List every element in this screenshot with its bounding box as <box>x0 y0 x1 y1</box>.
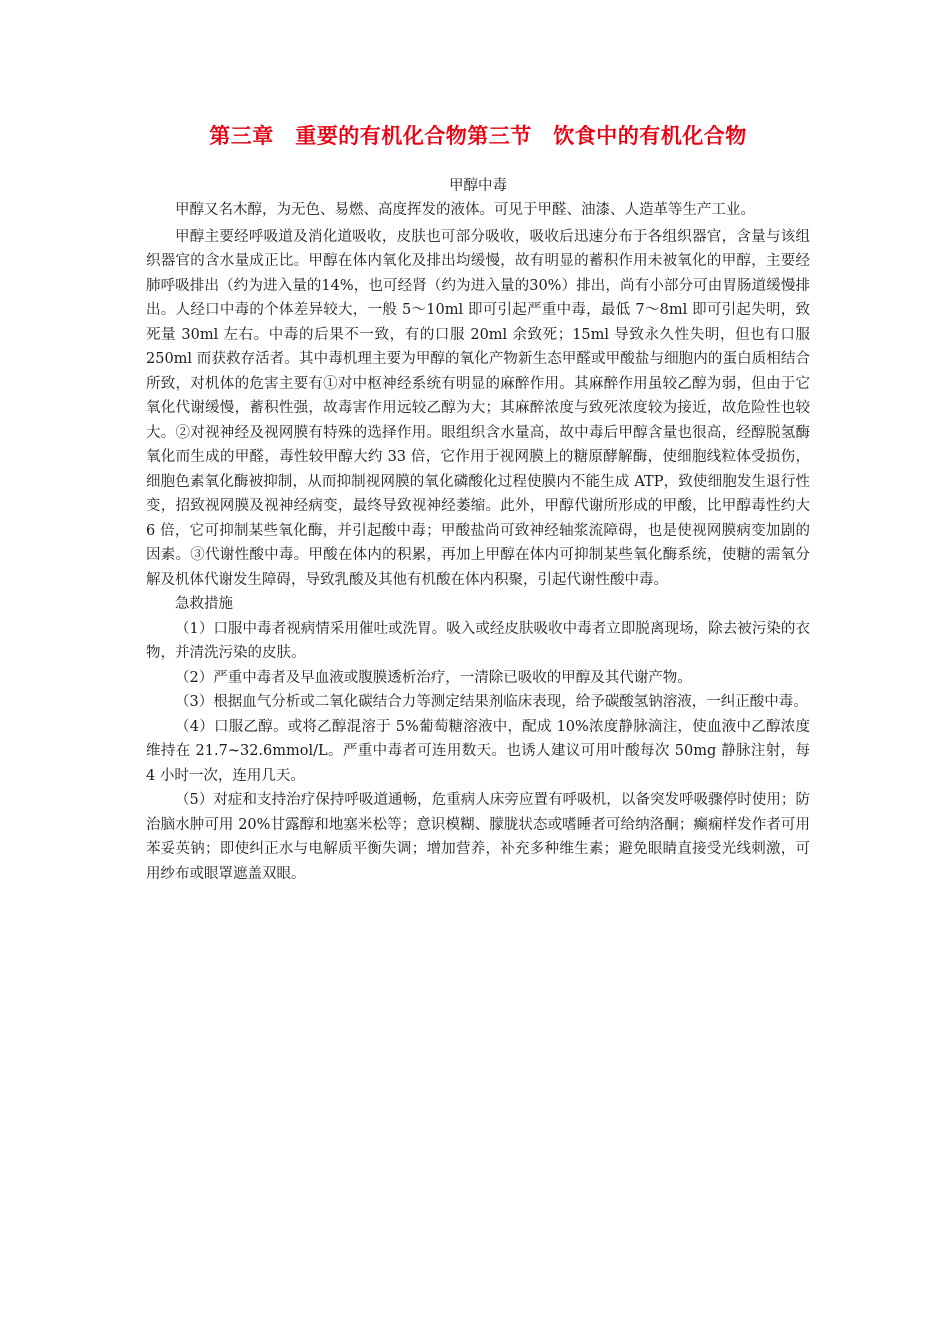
paragraph-intro: 甲醇又名木醇，为无色、易燃、高度挥发的液体。可见于甲醛、油漆、人造革等生产工业。 <box>175 202 755 218</box>
measure-item-5: （5）对症和支持治疗保持呼吸道通畅，危重病人床旁应置有呼吸机，以备突发呼吸骤停时使用；防治脑水肿可用 20%甘露醇和地塞米松等；意识模糊、朦胧状态或嗜睡者可给纳洛酮；癫痫样发作者可用苯妥英钠；即使纠正水与电解质平衡失调；增加营养，补充多种维生素；避免眼睛直接受光线刺激，可用纱布或眼罩遮盖双眼。 <box>146 792 810 882</box>
measure-item-4: （4）口服乙醇。或将乙醇混溶于 5%葡萄糖溶液中，配成 10%浓度静脉滴注，使血液中乙醇浓度维持在 21.7~32.6mmol/L。严重中毒者可连用数天。也诱人建议可用叶酸每次 50mg 静脉注射，每 4 小时一次，连用几天。 <box>146 718 810 784</box>
measure-item-1: （1）口服中毒者视病情采用催吐或洗胃。吸入或经皮肤吸收中毒者立即脱离现场，除去被污染的衣物，并清洗污染的皮肤。 <box>146 620 810 661</box>
measure-item-3: （3）根据血气分析或二氧化碳结合力等测定结果剂临床表现，给予碳酸氢钠溶液，一纠正酸中毒。 <box>175 694 808 710</box>
measure-item-2: （2）严重中毒者及早血液或腹膜透析治疗，一清除已吸收的甲醇及其代谢产物。 <box>175 669 692 686</box>
document-page <box>146 118 810 886</box>
page-title: 第三章 重要的有机化合物第三节 饮食中的有机化合物 <box>209 124 747 148</box>
first-aid-heading: 急救措施 <box>175 596 233 612</box>
section-subtitle: 甲醇中毒 <box>449 178 507 194</box>
paragraph-mechanism: 甲醇主要经呼吸道及消化道吸收，皮肤也可部分吸收，吸收后迅速分布于各组织器官，含量与该组织器官的含水量成正比。甲醇在体内氧化及排出均缓慢，故有明显的蓄积作用未被氧化的甲醇，主要经肺呼吸排出（约为进入量的14%，也可经肾（约为进入量的30%）排出，尚有小部分可由胃肠道缓慢排出。人经口中毒的个体差异较大，一般 5～10ml 即可引起严重中毒，最低 7～8ml 即可引起失明，致死量 30ml 左右。中毒的后果不一致，有的口服 20ml 余致死；15ml 导致永久性失明，但也有口服 250ml 而获救存活者。其中毒机理主要为甲醇的氧化产物新生态甲醛或甲酸盐与细胞内的蛋白质相结合所致，对机体的危害主要有①对中枢神经系统有明显的麻醉作用。其麻醉作用虽较乙醇为弱，但由于它氧化代谢缓慢，蓄积性强，故毒害作用远较乙醇为大；其麻醉浓度与致死浓度较为接近，故危险性也较大。②对视神经及视网膜有特殊的选择作用。眼组织含水量高，故中毒后甲醇含量也很高，经醇脱氢酶氧化而生成的甲醛，毒性较甲醇大约 33 倍，它作用于视网膜上的糖原酵解酶，使细胞线粒体受损伤，细胞色素氧化酶被抑制，从而抑制视网膜的氧化磷酸化过程使膜内不能生成 ATP，致使细胞发生退行性变，招致视网膜及视神经病变，最终导致视神经萎缩。此外，甲醇代谢所形成的甲酸，比甲醇毒性约大 6 倍，它可抑制某些氧化酶，并引起酸中毒；甲酸盐尚可致神经轴浆流障碍，也是使视网膜病变加剧的因素。③代谢性酸中毒。甲酸在体内的积累，再加上甲醇在体内可抑制某些氧化酶系统，使糖的需氧分解及机体代谢发生障碍，导致乳酸及其他有机酸在体内积聚，引起代谢性酸中毒。 <box>146 228 810 588</box>
